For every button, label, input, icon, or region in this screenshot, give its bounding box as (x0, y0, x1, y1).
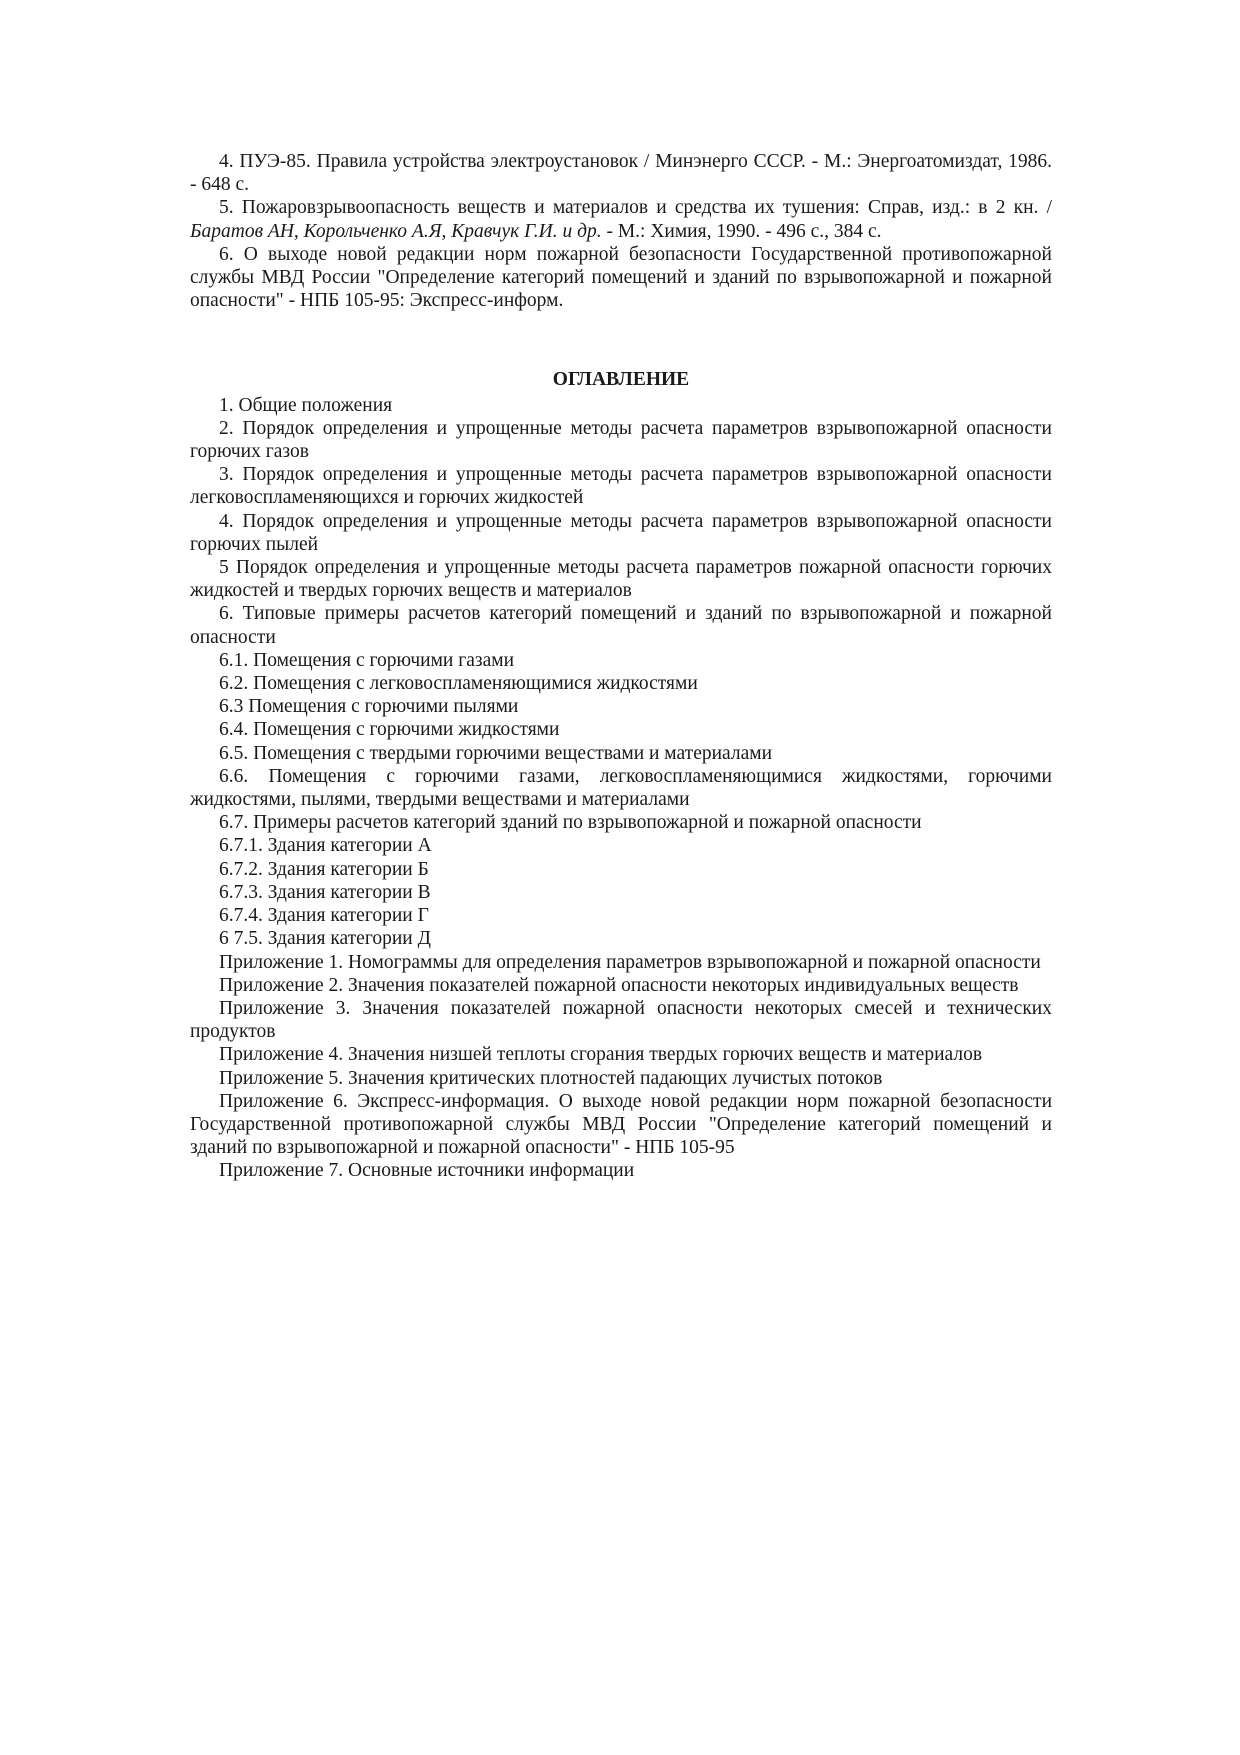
toc-item: 3. Порядок определения и упрощенные методы расчета параметров взрывопожарной опасности легковоспламеняющихся и горючих жидкостей (190, 464, 1052, 509)
toc-item: Приложение 5. Значения критических плотностей падающих лучистых потоков (219, 1067, 883, 1089)
toc-item: Приложение 2. Значения показателей пожарной опасности некоторых индивидуальных веществ (219, 974, 1019, 996)
toc-item: 6 7.5. Здания категории Д (219, 928, 431, 950)
document-page (190, 150, 1052, 1183)
toc-item: 6.7.4. Здания категории Г (219, 905, 429, 927)
reference-5-text: 5. Пожаровзрывоопасность веществ и материалов и средства их тушения: Справ, изд.: в 2 кн. / (219, 197, 1052, 219)
toc-item: 6.6. Помещения с горючими газами, легковоспламеняющимися жидкостями, горючими жидкостями, пылями, твердыми веществами и материалами (190, 765, 1052, 811)
toc-item: 2. Порядок определения и упрощенные методы расчета параметров взрывопожарной опасности горючих газов (190, 417, 1052, 463)
toc-item: 6.7.2. Здания категории Б (219, 858, 429, 880)
toc-list (190, 394, 1052, 1183)
reference-6: 6. О выходе новой редакции норм пожарной безопасности Государственной противопожарной службы МВД России "Определение категорий помещений и зданий по взрывопожарной и пожарной опасности" - НПБ 105-95: Экспресс-информ. (190, 243, 1052, 312)
toc-item: 6. Типовые примеры расчетов категорий помещений и зданий по взрывопожарной и пожарной опасности (190, 603, 1052, 648)
toc-item: 6.7.1. Здания категории А (219, 835, 432, 857)
toc-item: Приложение 3. Значения показателей пожарной опасности некоторых смесей и технических продуктов (190, 997, 1052, 1043)
toc-item: 6.3 Помещения с горючими пылями (219, 696, 519, 718)
reference-5-authors: Баратов АН, Корольченко А.Я, Кравчук Г.И. и др. (190, 220, 602, 242)
toc-item: Приложение 1. Номограммы для определения параметров взрывопожарной и пожарной опасности (219, 951, 1041, 973)
toc-title: ОГЛАВЛЕНИЕ (552, 369, 690, 391)
toc-item: 6.2. Помещения с легковоспламеняющимися жидкостями (219, 673, 698, 695)
reference-4: 4. ПУЭ-85. Правила устройства электроустановок / Минэнерго СССР. - М.: Энергоатомиздат, 1986. - 648 с. (190, 151, 1052, 196)
toc-item: 1. Общие положения (219, 394, 393, 416)
toc-item: 6.1. Помещения с горючими газами (219, 649, 515, 671)
toc-item: 6.7.3. Здания категории В (219, 881, 431, 903)
toc-item: Приложение 7. Основные источники информации (219, 1160, 635, 1182)
reference-5-publisher: - М.: Химия, 1990. - 496 с., 384 с. (601, 220, 882, 242)
toc-item: 5 Порядок определения и упрощенные методы расчета параметров пожарной опасности горючих жидкостей и твердых горючих веществ и материалов (190, 557, 1052, 602)
toc-item: 6.5. Помещения с твердыми горючими веществами и материалами (219, 742, 773, 764)
toc-item: Приложение 6. Экспресс-информация. О выходе новой редакции норм пожарной безопасности Государственной противопожарной службы МВД России "Определение категорий помещений и зданий по взрывопожарной и пожарной опасности" - НПБ 105-95 (190, 1090, 1052, 1159)
toc-item: Приложение 4. Значения низшей теплоты сгорания твердых горючих веществ и материалов (219, 1044, 983, 1066)
toc-item: 6.4. Помещения с горючими жидкостями (219, 719, 560, 741)
toc-item: 4. Порядок определения и упрощенные методы расчета параметров взрывопожарной опасности горючих пылей (190, 510, 1052, 555)
toc-item: 6.7. Примеры расчетов категорий зданий по взрывопожарной и пожарной опасности (219, 812, 922, 834)
reference-5 (190, 196, 1052, 242)
